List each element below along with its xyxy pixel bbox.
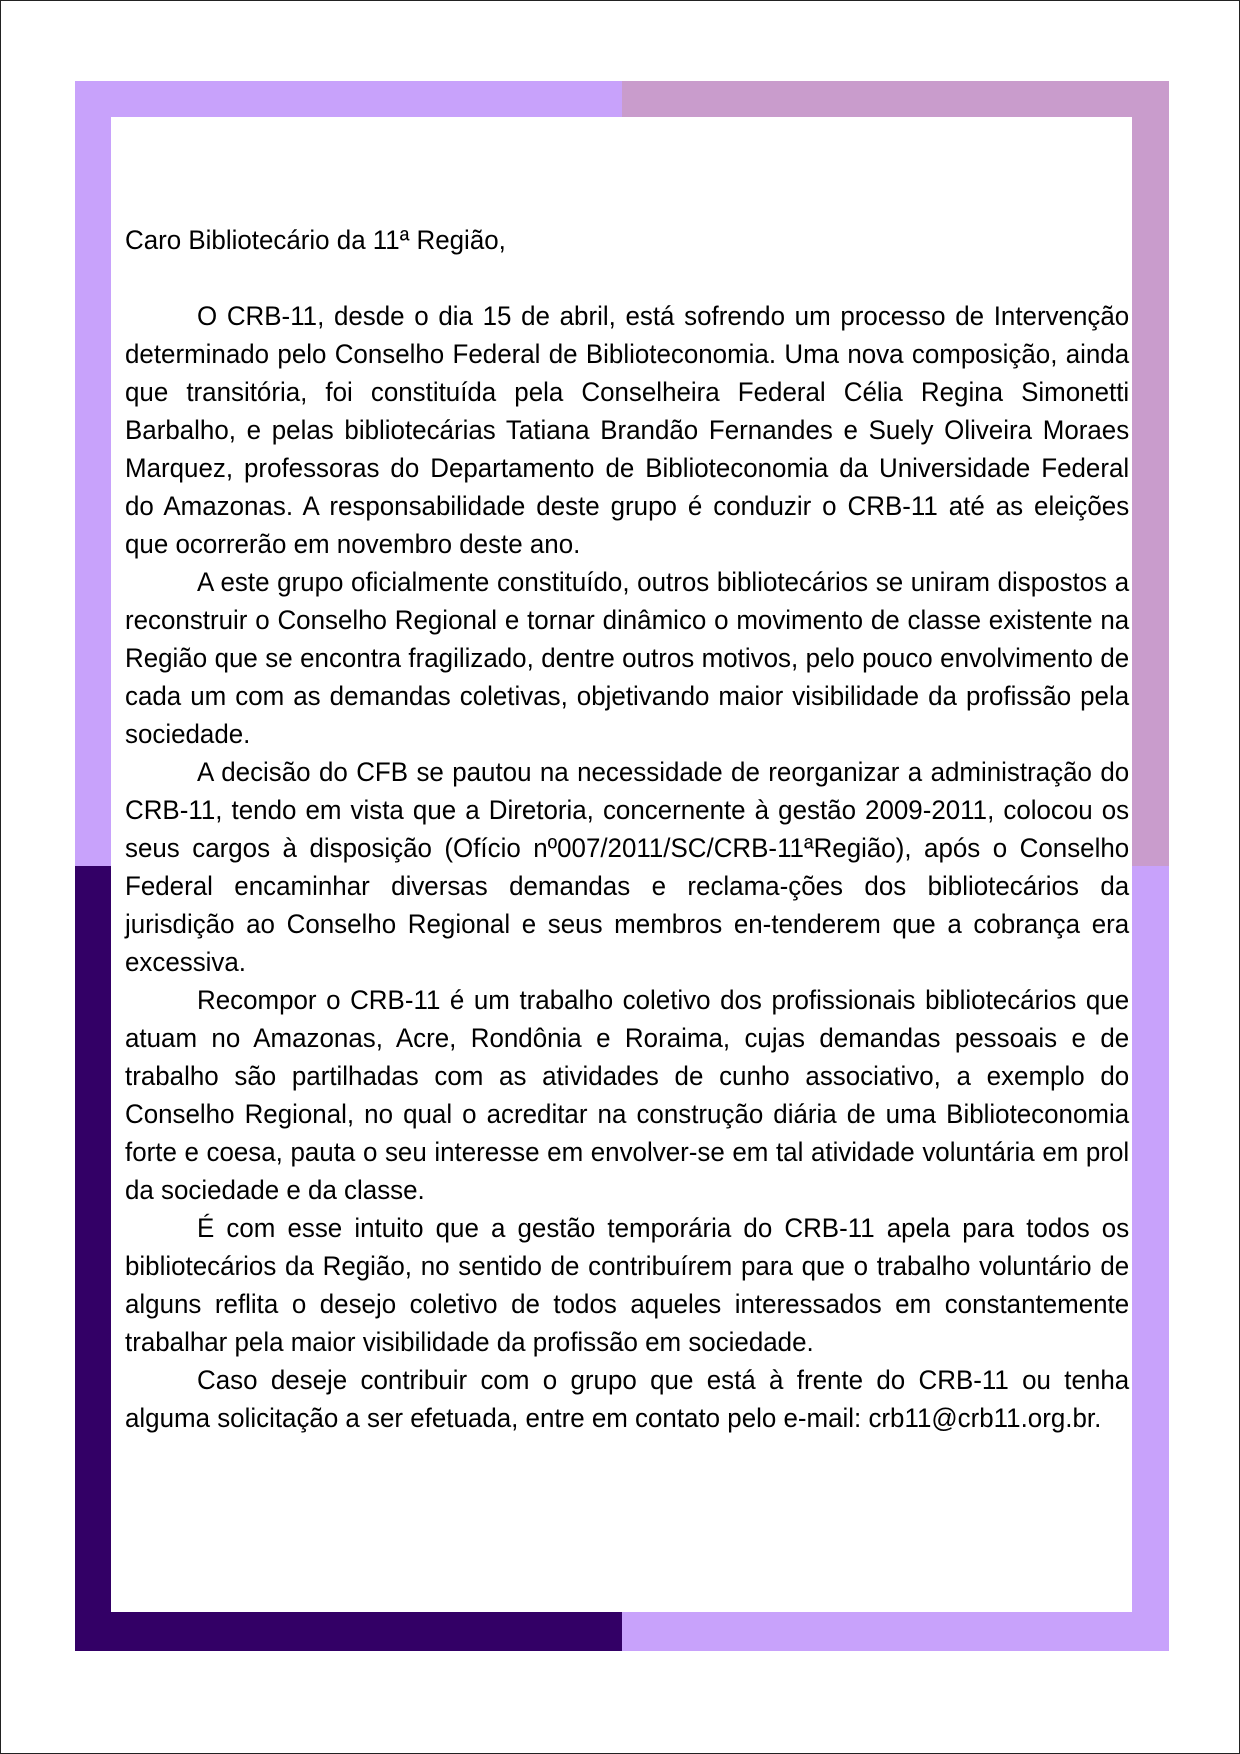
letter-paragraph: É com esse intuito que a gestão temporária do CRB-11 apela para todos os bibliotecários da Região, no sentido de contribuírem para que o trabalho voluntário de alguns reflita o desejo coletivo de todos aqueles interessados em constantemente trabalhar pela maior visibilidade da profissão em sociedade. [125, 1213, 1130, 1357]
letter-paragraph: A decisão do CFB se pautou na necessidade de reorganizar a administração do CRB-11, tendo em vista que a Diretoria, concernente à gestão 2009-2011, colocou os seus cargos à disposição (Ofício nº007/2011/SC/CRB-11ªRegião), após o Conselho Federal encaminhar diversas demandas e reclama-ções dos bibliotecários da jurisdição ao Conselho Regional e seus membros en-tenderem que a cobrança era excessiva. [125, 757, 1130, 977]
letter-paragraph: O CRB-11, desde o dia 15 de abril, está sofrendo um processo de Intervenção determinado pelo Conselho Federal de Biblioteconomia. Uma nova composição, ainda que transitória, foi constituída pela Conselheira Federal Célia Regina Simonetti Barbalho, e pelas bibliotecárias Tatiana Brandão Fernandes e Suely Oliveira Moraes Marquez, professoras do Departamento de Biblioteconomia da Universidade Federal do Amazonas. A responsabilidade deste grupo é conduzir o CRB-11 até as eleições que ocorrerão em novembro deste ano. [125, 301, 1130, 559]
letter-salutation: Caro Bibliotecário da 11ª Região, [125, 225, 506, 255]
letter-paragraph: Recompor o CRB-11 é um trabalho coletivo dos profissionais bibliotecários que atuam no Amazonas, Acre, Rondônia e Roraima, cujas demandas pessoais e de trabalho são partilhadas com as atividades de cunho associativo, a exemplo do Conselho Regional, no qual o acreditar na construção diária de uma Biblioteconomia forte e coesa, pauta o seu interesse em envolver-se em tal atividade voluntária em prol da sociedade e da classe. [125, 985, 1130, 1205]
letter-body [125, 221, 1129, 1437]
letter-paragraph: A este grupo oficialmente constituído, outros bibliotecários se uniram dispostos a reconstruir o Conselho Regional e tornar dinâmico o movimento de classe existente na Região que se encontra fragilizado, dentre outros motivos, pelo pouco envolvimento de cada um com as demandas coletivas, objetivando maior visibilidade da profissão pela sociedade. [125, 567, 1130, 749]
letter-paragraph: Caso deseje contribuir com o grupo que está à frente do CRB-11 ou tenha alguma solicitação a ser efetuada, entre em contato pelo e-mail: crb11@crb11.org.br. [125, 1365, 1130, 1433]
